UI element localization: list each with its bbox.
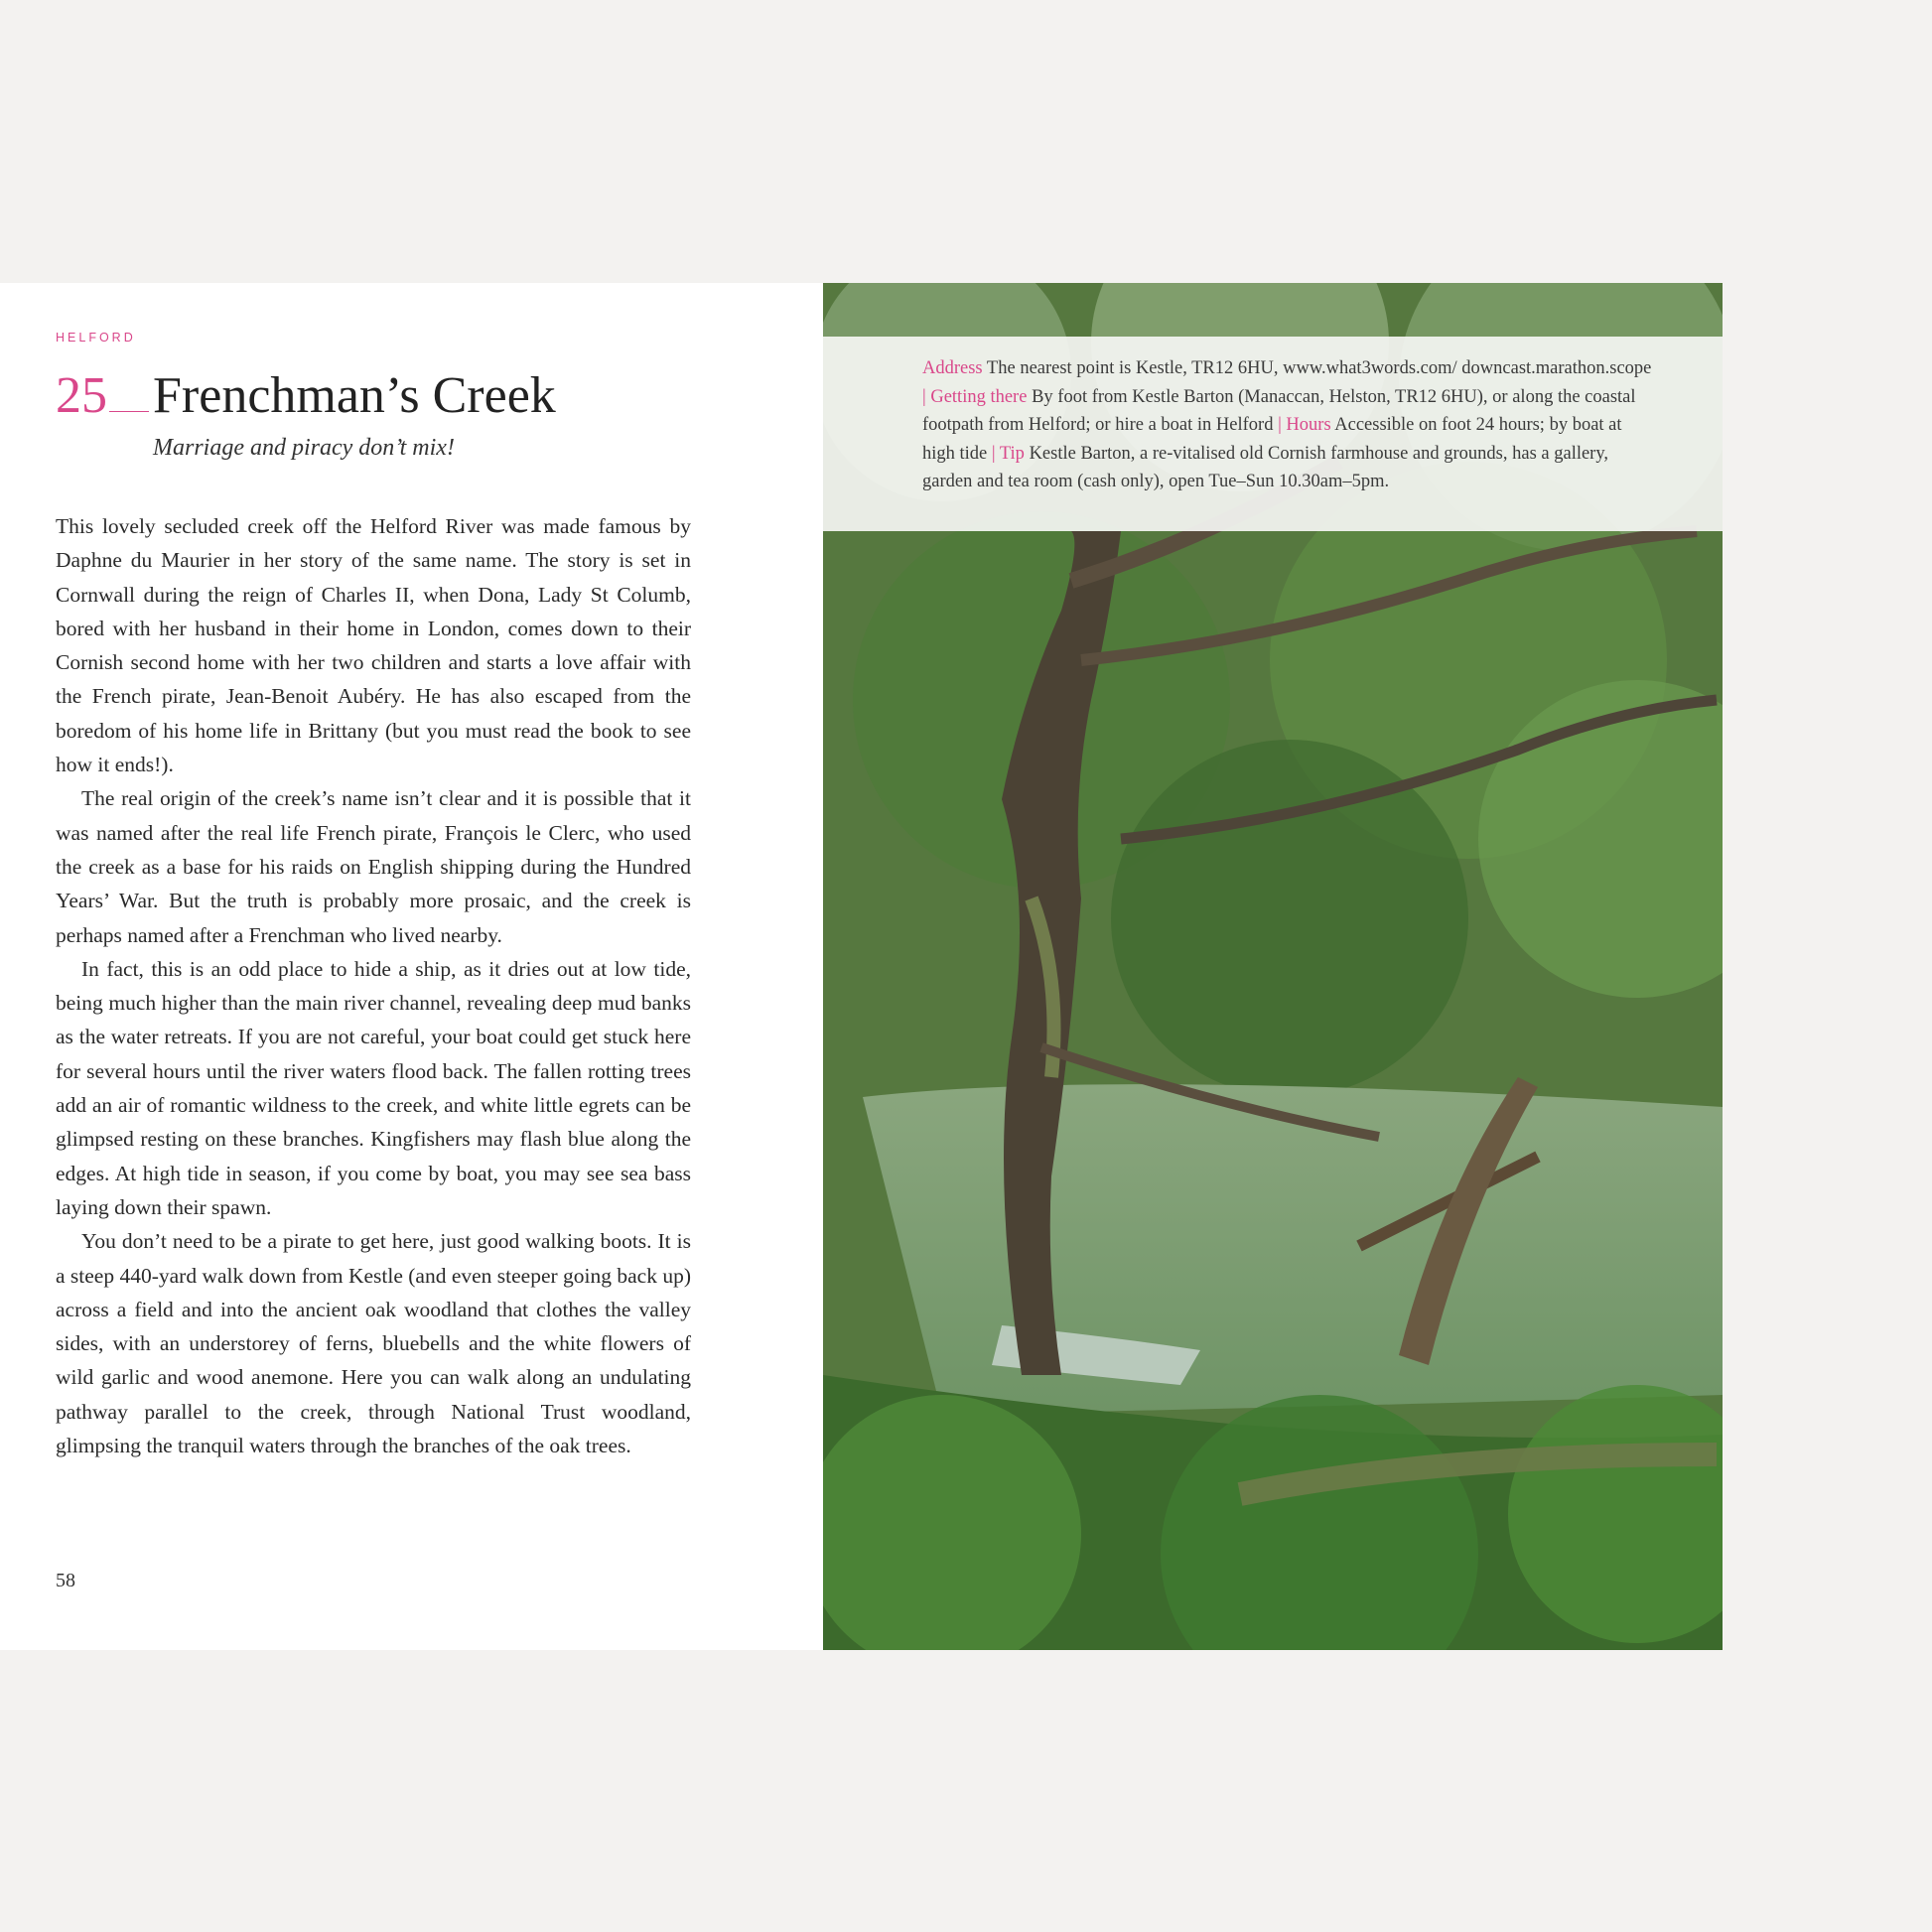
info-text xyxy=(922,354,1657,496)
page-number: 58 xyxy=(56,1570,75,1591)
entry-subtitle: Marriage and piracy don’t mix! xyxy=(153,435,455,461)
separator: | xyxy=(1273,415,1287,436)
left-page xyxy=(0,283,823,1650)
separator: | xyxy=(987,443,1000,464)
paragraph: You don’t need to be a pirate to get here, just good walking boots. It is a steep 440-yard walk down from Kestle (and even steeper going back up) across a field and into the ancient oak woodland that clothes the valley sides, with an understorey of ferns, bluebells and the white flowers of wild garlic and wood anemone. Here you can walk along an undulating pathway parallel to the creek, through National Trust woodland, glimpsing the tranquil waters through the branches of the oak trees. xyxy=(56,1229,692,1458)
hours-label: Hours xyxy=(1286,415,1331,436)
hours-text: Accessible on foot 24 hours; by boat at high tide xyxy=(922,415,1622,464)
article-body xyxy=(56,509,691,1462)
paragraph: This lovely secluded creek off the Helford River was made famous by Daphne du Maurier in her story of the same name. The story is set in Cornwall during the reign of Charles II, when Dona, Lady St Columb, bored with her husband in their home in London, comes down to their Cornish second home with her two children and starts a love affair with the French pirate, Jean-Benoit Aubéry. He has also escaped from the boredom of his home life in Brittany (but you must read the book to see how it ends!). xyxy=(56,514,691,777)
creek-photo xyxy=(823,283,1723,1650)
entry-heading xyxy=(56,367,556,424)
book-spread xyxy=(0,283,1723,1650)
tip-text: Kestle Barton, a re-vitalised old Cornish farmhouse and grounds, has a gallery, garden and tea room (cash only), open Tue–Sun 10.30am–5pm. xyxy=(922,443,1609,492)
address-label: Address xyxy=(922,358,983,378)
separator: | xyxy=(922,386,931,407)
getting-there-label: Getting there xyxy=(930,386,1028,407)
entry-number: 25 xyxy=(56,367,107,424)
address-text: The nearest point is Kestle, TR12 6HU, www.what3words.com/ downcast.marathon.scope xyxy=(982,358,1652,378)
title-rule xyxy=(109,411,149,412)
tip-label: Tip xyxy=(999,443,1025,464)
page-title: Frenchman’s Creek xyxy=(153,367,556,424)
paragraph: The real origin of the creek’s name isn’t clear and it is possible that it was named after the real life French pirate, François le Clerc, who used the creek as a base for his raids on English shipping during the Hundred Years’ War. But the truth is probably more prosaic, and the creek is perhaps named after a Frenchman who lived nearby. xyxy=(56,786,691,947)
paragraph: In fact, this is an odd place to hide a ship, as it dries out at low tide, being much higher than the main river channel, revealing deep mud banks as the water retreats. If you are not careful, your boat could get stuck here for several hours until the river waters flood back. The fallen rotting trees add an air of romantic wildness to the creek, and white little egrets can be glimpsed resting on these branches. Kingfishers may flash blue along the edges. At high tide in season, if you come by boat, you may see sea bass laying down their spawn. xyxy=(56,956,691,1219)
info-panel xyxy=(823,337,1723,531)
getting-there-text: By foot from Kestle Barton (Manaccan, Helston, TR12 6HU), or along the coastal footpath from Helford; or hire a boat in Helford xyxy=(922,386,1636,436)
section-label: HELFORD xyxy=(56,331,136,345)
